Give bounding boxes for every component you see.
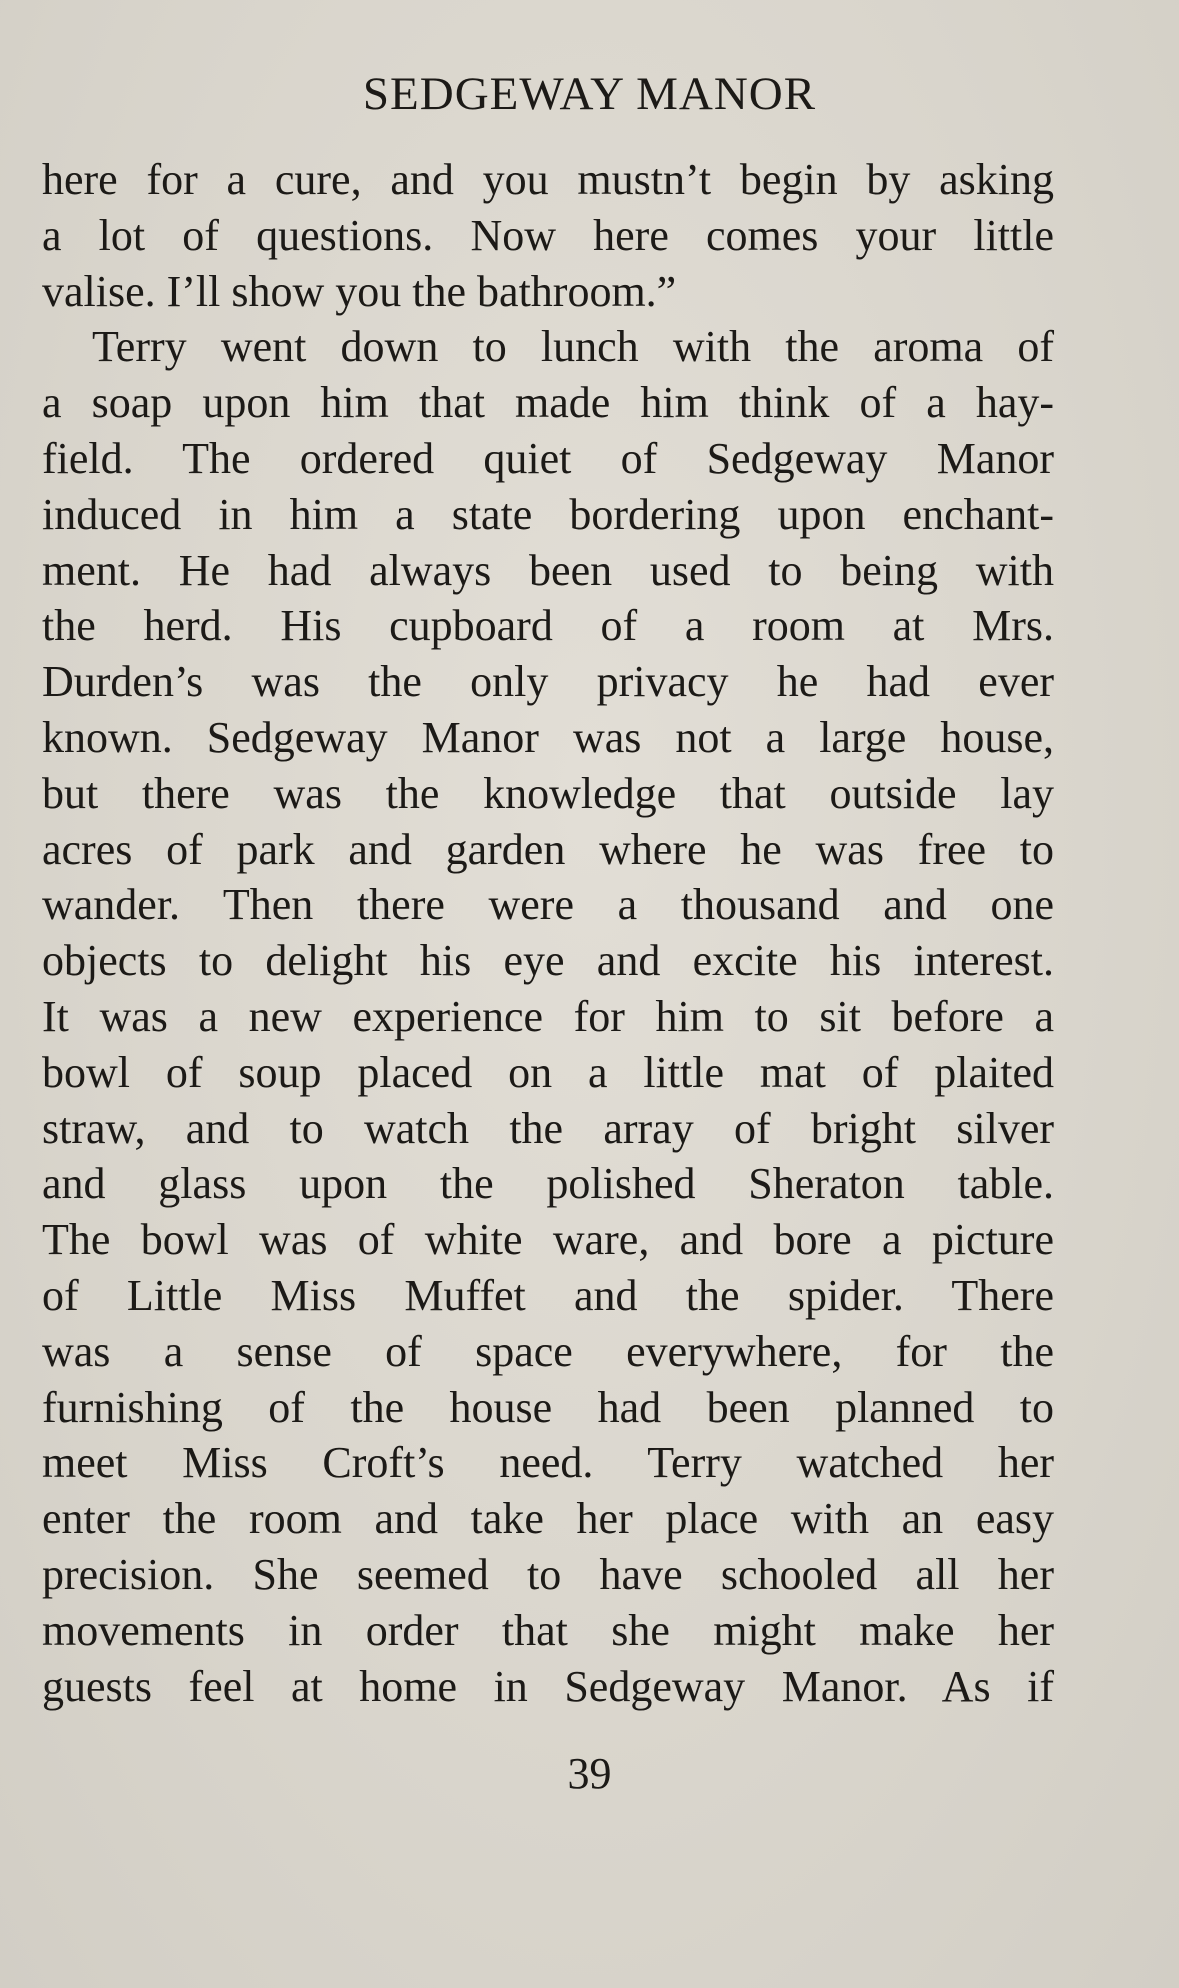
- text-line: Durden’s was the only privacy he had ever: [42, 657, 1054, 707]
- page-number: 39: [567, 1749, 612, 1798]
- text-line: known. Sedgeway Manor was not a large house,: [42, 712, 1054, 762]
- running-head: SEDGEWAY MANOR: [362, 68, 817, 120]
- text-line: of Little Miss Muffet and the spider. There: [42, 1270, 1054, 1320]
- text-line: valise. I’ll show you the bathroom.”: [42, 266, 677, 316]
- text-line: field. The ordered quiet of Sedgeway Manor: [42, 433, 1054, 483]
- text-line: wander. Then there were a thousand and one: [42, 880, 1054, 930]
- text-line: a lot of questions. Now here comes your little: [42, 210, 1054, 260]
- text-line: It was a new experience for him to sit before a: [42, 991, 1054, 1041]
- text-line: meet Miss Croft’s need. Terry watched her: [42, 1438, 1054, 1488]
- text-line: but there was the knowledge that outside lay: [42, 768, 1054, 818]
- text-line: objects to delight his eye and excite his interest.: [42, 936, 1054, 986]
- text-line: straw, and to watch the array of bright silver: [42, 1103, 1054, 1153]
- text-line: induced in him a state bordering upon enchant-: [42, 489, 1054, 539]
- text-line: was a sense of space everywhere, for the: [42, 1326, 1054, 1376]
- text-line: here for a cure, and you mustn’t begin by asking: [42, 155, 1054, 204]
- text-line: Terry went down to lunch with the aroma of: [92, 322, 1054, 372]
- text-line: movements in order that she might make her: [42, 1605, 1054, 1655]
- text-line: furnishing of the house had been planned to: [42, 1382, 1054, 1432]
- body-text: [42, 152, 1054, 1714]
- text-line: enter the room and take her place with an easy: [42, 1494, 1054, 1544]
- text-line: ment. He had always been used to being with: [42, 545, 1054, 595]
- text-line: and glass upon the polished Sheraton table.: [42, 1159, 1054, 1209]
- text-line: acres of park and garden where he was free to: [42, 824, 1054, 874]
- text-line: precision. She seemed to have schooled all her: [42, 1549, 1054, 1599]
- text-line: a soap upon him that made him think of a hay-: [42, 378, 1054, 428]
- text-line: the herd. His cupboard of a room at Mrs.: [42, 601, 1054, 651]
- text-line: bowl of soup placed on a little mat of plaited: [42, 1047, 1054, 1097]
- text-line: guests feel at home in Sedgeway Manor. As if: [42, 1661, 1054, 1711]
- text-line: The bowl was of white ware, and bore a picture: [42, 1215, 1054, 1265]
